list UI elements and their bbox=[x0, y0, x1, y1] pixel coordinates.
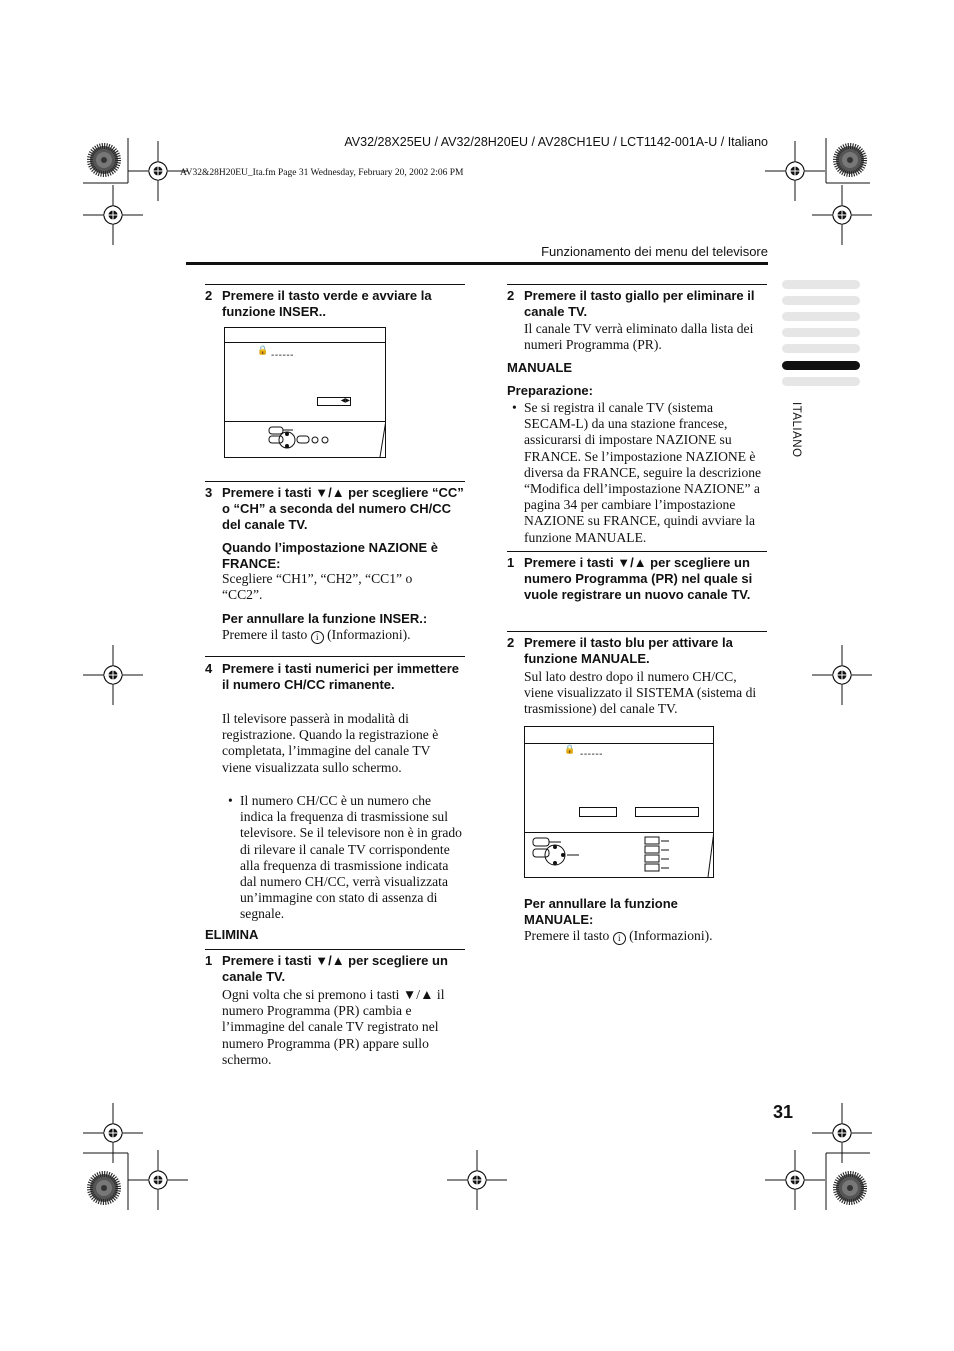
nazione-text: Scegliere “CH1”, “CH2”, “CC1” o “CC2”. bbox=[222, 571, 413, 603]
channel-box bbox=[579, 807, 617, 817]
manuale-heading: MANUALE bbox=[507, 360, 572, 375]
channel-dashes: ------ bbox=[271, 350, 294, 361]
divider bbox=[507, 284, 767, 285]
channel-dashes: ------ bbox=[580, 749, 603, 760]
header-rule bbox=[186, 262, 768, 265]
bullet-icon: • bbox=[228, 793, 233, 808]
elimina-step-2-instruction: Premere il tasto giallo per eliminare il canale TV. bbox=[524, 288, 755, 319]
file-info-line: AV32&28H20EU_Ita.fm Page 31 Wednesday, February 20, 2002 2:06 PM bbox=[180, 168, 464, 178]
lock-icon: 🔒 bbox=[257, 345, 269, 355]
divider bbox=[205, 656, 465, 657]
elimina-step-1-body: Ogni volta che si premono i tasti ▼/▲ il numero Programma (PR) cambia e l’immagine del canale TV registrato nel numero Programma (PR) appare sullo schermo. bbox=[222, 987, 445, 1067]
step-number: 3 bbox=[205, 485, 213, 500]
manuale-step-1-instruction: Premere i tasti ▼/▲ per scegliere un numero Programma (PR) nel quale si vuole registrare un nuovo canale TV. bbox=[524, 555, 753, 602]
page-number: 31 bbox=[773, 1102, 794, 1122]
annulla-manuale-text: Premere il tasto i (Informazioni). bbox=[524, 928, 713, 943]
divider bbox=[205, 949, 465, 950]
info-icon: i bbox=[613, 932, 626, 945]
annulla-inser-text: Premere il tasto i (Informazioni). bbox=[222, 627, 411, 642]
side-tab-label: ITALIANO bbox=[790, 402, 802, 458]
divider bbox=[507, 631, 767, 632]
section-title: Funzionamento dei menu del televisore bbox=[541, 244, 768, 259]
annulla-inser-heading: Per annullare la funzione INSER.: bbox=[222, 611, 428, 626]
elimina-step-1-instruction: Premere i tasti ▼/▲ per scegliere un canale TV. bbox=[222, 953, 448, 984]
tv-screen-illustration bbox=[224, 327, 386, 458]
preparazione-bullet: Se si registra il canale TV (sistema SECAM-L) da una stazione francese, assicurarsi di impostare NAZIONE su FRANCE. Se l’impostazione NAZIONE è diversa da FRANCE, seguire la descrizione “Modifica dell’impostazione NAZIONE” a pagina 34 per cambiare l’impostazione NAZIONE su FRANCE, quindi avviare la funzione MANUALE. bbox=[524, 400, 762, 545]
step-4-body: Il televisore passerà in modalità di registrazione. Quando la registrazione è completata, l’immagine del canale TV viene visualizzata sullo schermo. bbox=[222, 711, 439, 775]
divider bbox=[205, 481, 465, 482]
system-box bbox=[635, 807, 699, 817]
manuale-step-2-body: Sul lato destro dopo il numero CH/CC, viene visualizzato il SISTEMA (sistema di trasmissione) del canale TV. bbox=[524, 669, 757, 717]
nazione-heading: Quando l’impostazione NAZIONE è FRANCE: bbox=[222, 540, 438, 571]
step-number: 2 bbox=[507, 635, 515, 650]
step-number: 1 bbox=[205, 953, 213, 968]
step-3-instruction: Premere i tasti ▼/▲ per scegliere “CC” o “CH” a seconda del numero CH/CC del canale TV. bbox=[222, 485, 464, 532]
elimina-heading: ELIMINA bbox=[205, 927, 259, 942]
lock-icon: 🔒 bbox=[564, 744, 576, 754]
elimina-step-2-body: Il canale TV verrà eliminato dalla lista dei numeri Programma (PR). bbox=[524, 321, 754, 353]
bullet-icon: • bbox=[512, 400, 517, 415]
divider bbox=[507, 551, 767, 552]
manuale-step-2-instruction: Premere il tasto blu per attivare la funzione MANUALE. bbox=[524, 635, 733, 666]
tv-screen-illustration bbox=[524, 726, 714, 878]
step-number: 4 bbox=[205, 661, 213, 676]
divider bbox=[205, 284, 465, 285]
step-number: 1 bbox=[507, 555, 515, 570]
info-icon: i bbox=[311, 631, 324, 644]
step-number: 2 bbox=[507, 288, 515, 303]
annulla-manuale-heading: Per annullare la funzione MANUALE: bbox=[524, 896, 678, 927]
step-4-instruction: Premere i tasti numerici per immettere il numero CH/CC rimanente. bbox=[222, 661, 459, 692]
document-reference: AV32/28X25EU / AV32/28H20EU / AV28CH1EU / LCT1142-001A-U / Italiano bbox=[344, 135, 768, 149]
remote-button-diagram bbox=[525, 833, 713, 877]
step-4-bullet: Il numero CH/CC è un numero che indica la frequenza di trasmissione sul televisore. Se il televisore non è in grado di rilevare il canale TV corrispondente alla frequenza di trasmissione indicata dal numero CH/CC, verrà visualizzata un’immagine con stato di assenza di segnale. bbox=[240, 793, 462, 922]
remote-button-diagram bbox=[225, 422, 385, 457]
step-2-instruction: Premere il tasto verde e avviare la funzione INSER.. bbox=[222, 288, 432, 319]
step-number: 2 bbox=[205, 288, 213, 303]
value-box: ◀▶ bbox=[317, 397, 351, 406]
preparazione-heading: Preparazione: bbox=[507, 383, 593, 398]
